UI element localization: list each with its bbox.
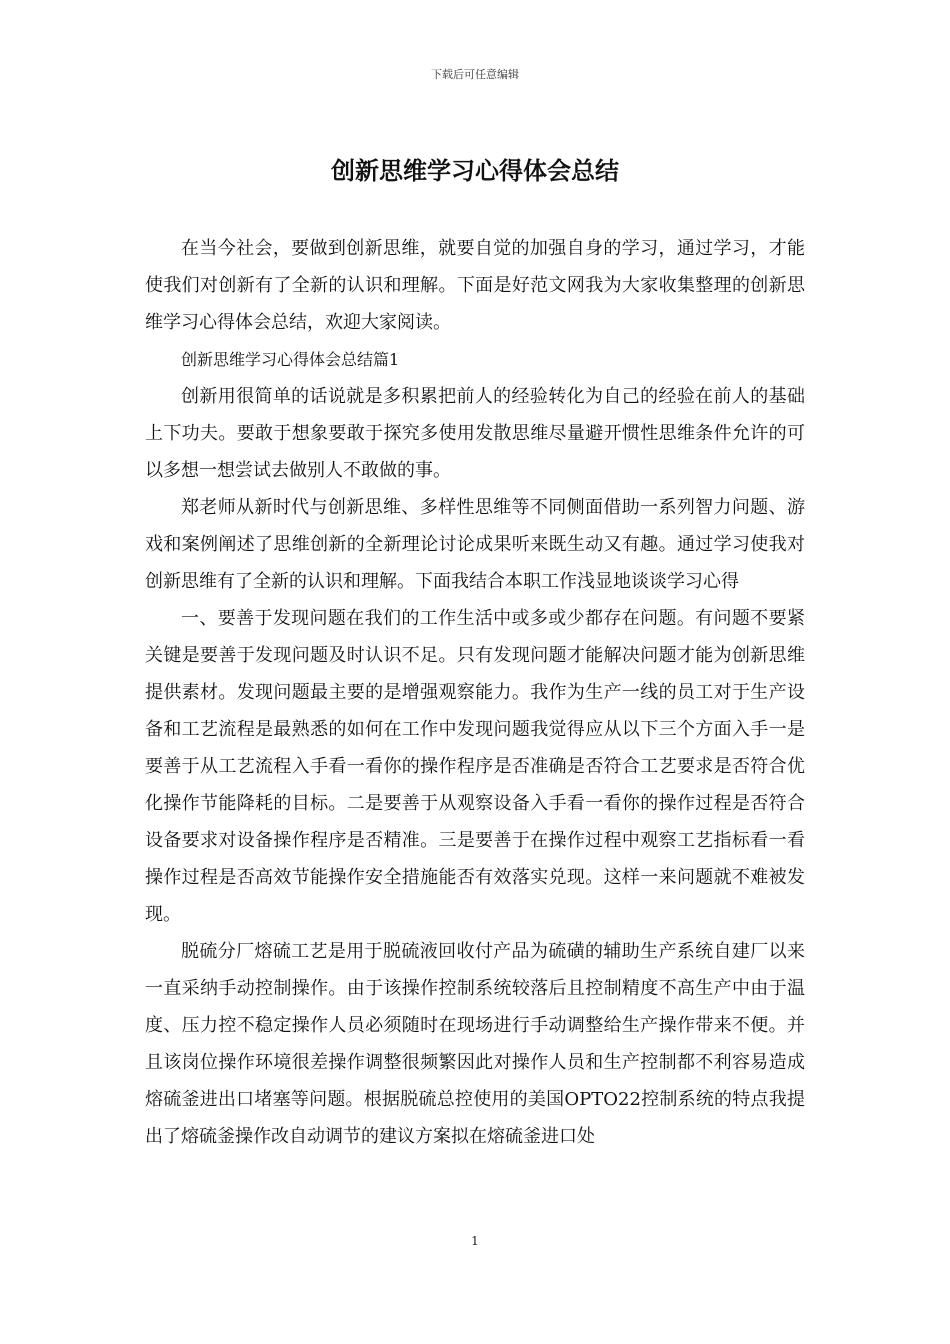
paragraph-intro: 在当今社会，要做到创新思维，就要自觉的加强自身的学习，通过学习，才能使我们对创新有了全新的认识和理解。下面是好范文网我为大家收集整理的创新思维学习心得体会总结，欢迎大家阅读。 <box>145 238 805 333</box>
document-title: 创新思维学习心得体会总结 <box>331 157 619 185</box>
document-body <box>145 230 805 1155</box>
header-note: 下载后可任意编辑 <box>431 68 519 81</box>
paragraph: 脱硫分厂熔硫工艺是用于脱硫液回收付产品为硫磺的辅助生产系统自建厂以来一直采纳手动控制操作。由于该操作控制系统较落后且控制精度不高生产中由于温度、压力控不稳定操作人员必须随时在现场进行手动调整给生产操作带来不便。并且该岗位操作环境很差操作调整很频繁因此对操作人员和生产控制都不利容易造成熔硫釜进出口堵塞等问题。根据脱硫总控使用的美国OPTO22控制系统的特点我提出了熔硫釜操作改自动调节的建议方案拟在熔硫釜进口处 <box>145 941 805 1147</box>
page-number: 1 <box>471 1234 479 1248</box>
paragraph: 郑老师从新时代与创新思维、多样性思维等不同侧面借助一系列智力问题、游戏和案例阐述了思维创新的全新理论讨论成果听来既生动又有趣。通过学习使我对创新思维有了全新的认识和理解。下面我结合本职工作浅显地谈谈学习心得 <box>145 497 805 592</box>
paragraph: 一、要善于发现问题在我们的工作生活中或多或少都存在问题。有问题不要紧关键是要善于发现问题及时认识不足。只有发现问题才能解决问题才能为创新思维提供素材。发现问题最主要的是增强观察能力。我作为生产一线的员工对于生产设备和工艺流程是最熟悉的如何在工作中发现问题我觉得应从以下三个方面入手一是要善于从工艺流程入手看一看你的操作程序是否准确是否符合工艺要求是否符合优化操作节能降耗的目标。二是要善于从观察设备入手看一看你的操作过程是否符合设备要求对设备操作程序是否精准。三是要善于在操作过程中观察工艺指标看一看操作过程是否高效节能操作安全措施能否有效落实兑现。这样一来问题就不难被发现。 <box>145 608 805 925</box>
paragraph: 创新用很简单的话说就是多积累把前人的经验转化为自己的经验在前人的基础上下功夫。要敢于想象要敢于探究多使用发散思维尽量避开惯性思维条件允许的可以多想一想尝试去做别人不敢做的事。 <box>145 386 805 481</box>
section-heading: 创新思维学习心得体会总结篇1 <box>181 350 400 369</box>
